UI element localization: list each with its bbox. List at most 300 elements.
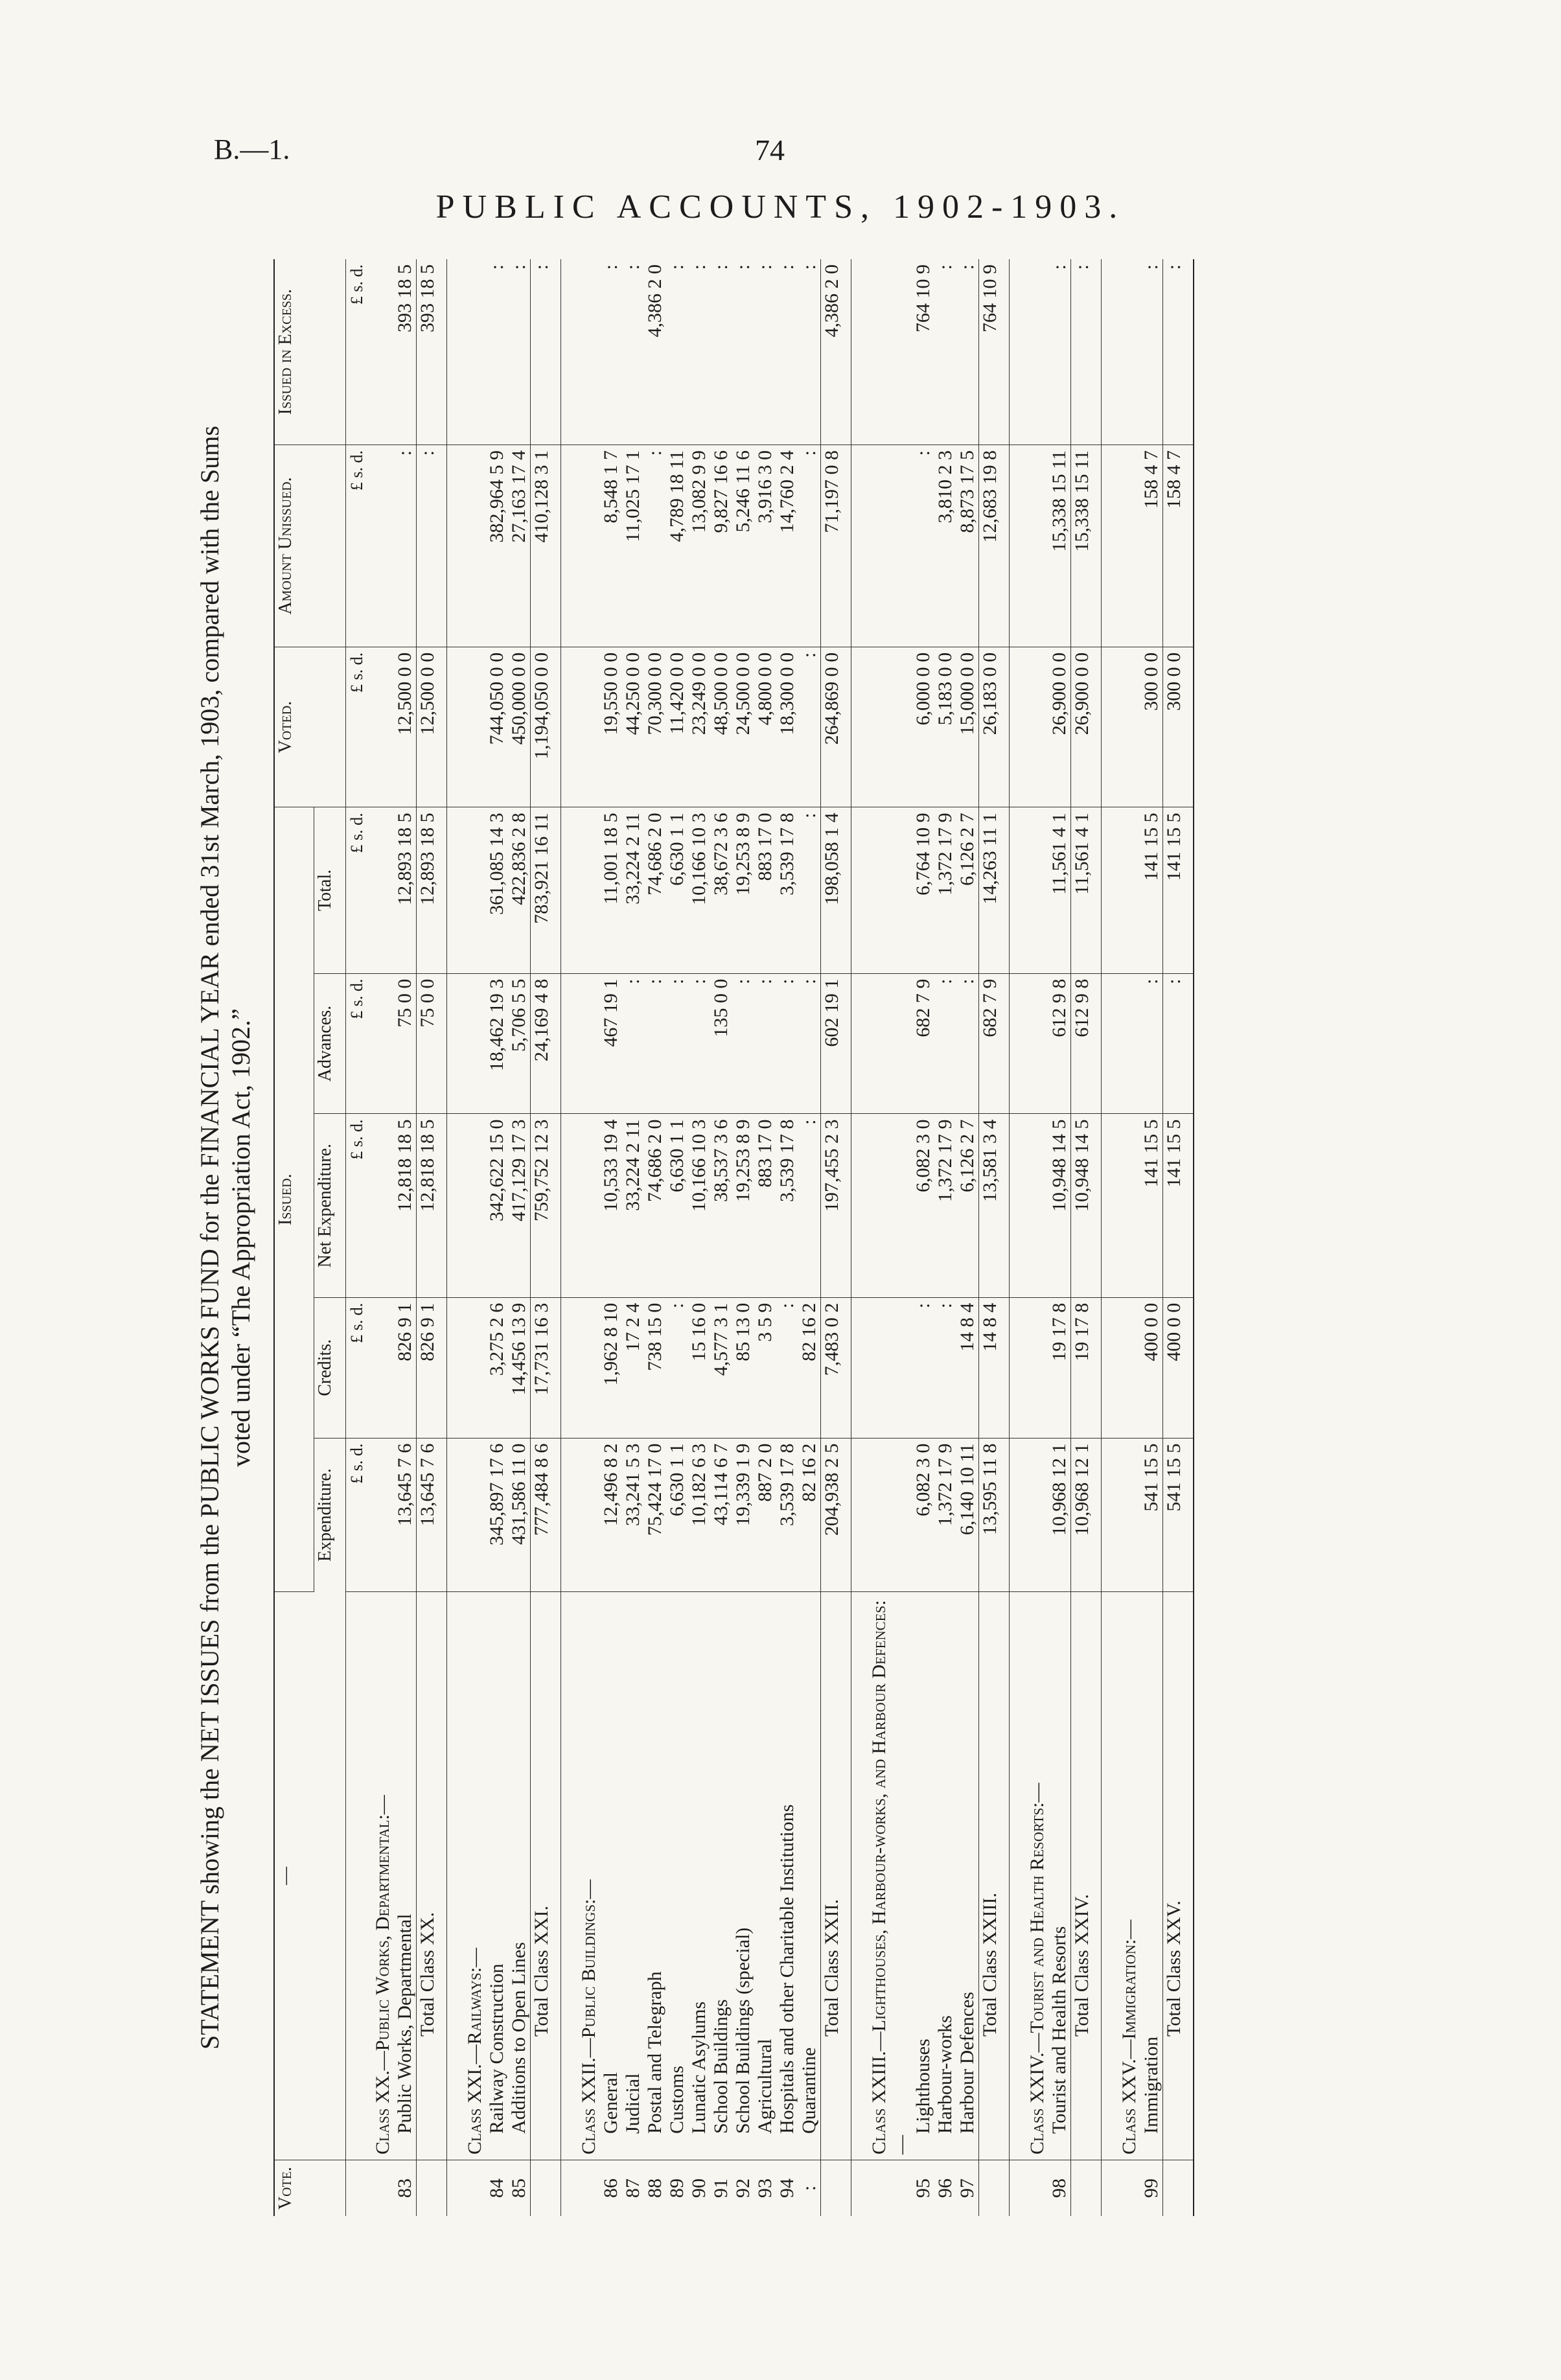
total-label: Total Class XXI. [531,1592,561,2160]
vote-row [622,259,644,2216]
unissued-cell: 15,338 15 11 [1048,445,1071,647]
vote-row [1140,259,1163,2216]
unit-label: £ s. d. [346,647,373,807]
vote-number: 85 [508,2178,529,2198]
excess-cell: : [508,259,531,445]
advances-cell: : [776,973,798,1114]
unissued-cell: 3,810 2 3 [934,445,956,647]
voted-cell: 1,194,050 0 0 [531,647,561,807]
voted-cell: 744,050 0 0 [486,647,508,807]
unissued-cell: : [912,445,934,647]
credits-cell: 14 8 4 [956,1297,979,1438]
page-title: PUBLIC ACCOUNTS, 1902-1903. [435,189,1126,225]
voted-cell: 48,500 0 0 [710,647,732,807]
unit-label: £ s. d. [346,445,373,647]
unissued-cell: 5,246 11 6 [732,445,754,647]
unit-label: £ s. d. [346,973,373,1114]
credits-cell: 826 9 1 [394,1297,417,1438]
vote-row [776,259,798,2216]
expenditure-cell: 19,339 1 9 [732,1438,754,1591]
advances-cell: 5,706 5 5 [508,973,531,1114]
expenditure-cell: 13,595 11 8 [979,1438,1010,1591]
credits-cell: 19 17 8 [1048,1297,1071,1438]
page-identifier: B.—1. [214,133,290,165]
net-expenditure-cell: 197,455 2 3 [821,1114,851,1297]
vote-number: 99 [1140,2178,1162,2198]
total-cell: 33,224 2 11 [622,807,644,973]
vote-row [486,259,508,2216]
spacer-row [1010,259,1027,2216]
net-expenditure-cell: 38,537 3 6 [710,1114,732,1297]
total-cell: 141 15 5 [1140,807,1163,973]
vote-number: 89 [666,2178,688,2198]
total-cell: 1,372 17 9 [934,807,956,973]
expenditure-cell: 6,082 3 0 [912,1438,934,1591]
excess-cell: 764 10 9 [912,259,934,445]
credits-cell: : [912,1297,934,1438]
total-cell: 12,893 18 5 [394,807,417,973]
col-credits: Credits. [314,1297,346,1438]
total-cell: 3,539 17 8 [776,807,798,973]
item-description: School Buildings [710,1592,732,2160]
vote-number [1071,2160,1102,2217]
excess-cell: : [531,259,561,445]
unissued-cell: 382,964 5 9 [486,445,508,647]
unit-label: £ s. d. [346,1438,373,1591]
advances-cell: 24,169 4 8 [531,973,561,1114]
voted-cell: 264,869 0 0 [821,647,851,807]
voted-cell: 26,900 0 0 [1048,647,1071,807]
vote-number [1163,2160,1194,2217]
total-label: Total Class XX. [417,1592,447,2160]
total-label: Total Class XXIII. [979,1592,1010,2160]
advances-cell: 135 0 0 [710,973,732,1114]
credits-cell: 17,731 16 3 [531,1297,561,1438]
unit-label: £ s. d. [346,259,373,445]
expenditure-cell: 33,241 5 3 [622,1438,644,1591]
col-voted: Voted. [274,647,346,807]
net-expenditure-cell: 12,818 18 5 [394,1114,417,1297]
net-expenditure-cell: 10,948 14 5 [1048,1114,1071,1297]
item-description: Immigration [1140,1592,1163,2160]
voted-cell: 44,250 0 0 [622,647,644,807]
total-cell: 783,921 16 11 [531,807,561,973]
net-expenditure-cell: 141 15 5 [1163,1114,1194,1297]
credits-cell: 400 0 0 [1163,1297,1194,1438]
expenditure-cell: 777,484 8 6 [531,1438,561,1591]
class-heading-row [464,259,486,2216]
vote-row [710,259,732,2216]
credits-cell: 3,275 2 6 [486,1297,508,1438]
vote-number: 87 [622,2178,643,2198]
credits-cell: 17 2 4 [622,1297,644,1438]
net-expenditure-cell: 3,539 17 8 [776,1114,798,1297]
item-description: General [600,1592,622,2160]
vote-row [934,259,956,2216]
total-cell: 11,001 18 5 [600,807,622,973]
item-description: Harbour-works [934,1592,956,2160]
credits-cell: 19 17 8 [1071,1297,1102,1438]
net-expenditure-cell: 10,948 14 5 [1071,1114,1102,1297]
credits-cell: 826 9 1 [417,1297,447,1438]
item-description: Quarantine [798,1592,821,2160]
class-total-row [417,259,447,2216]
net-expenditure-cell: 6,630 1 1 [666,1114,688,1297]
credits-cell: 738 15 0 [644,1297,666,1438]
voted-cell: 26,183 0 0 [979,647,1010,807]
voted-cell: 300 0 0 [1140,647,1163,807]
advances-cell: 467 19 1 [600,973,622,1114]
excess-cell: : [1163,259,1194,445]
total-cell: 198,058 1 4 [821,807,851,973]
net-expenditure-cell: 6,126 2 7 [956,1114,979,1297]
total-label: Total Class XXII. [821,1592,851,2160]
voted-cell: 12,500 0 0 [417,647,447,807]
statement-body [346,259,1194,2216]
vote-row [754,259,776,2216]
voted-cell: 23,249 0 0 [688,647,710,807]
col-unissued: Amount Unissued. [274,445,346,647]
total-label: Total Class XXIV. [1071,1592,1102,2160]
col-expenditure: Expenditure. [314,1438,346,1591]
total-cell: 19,253 8 9 [732,807,754,973]
vote-row [666,259,688,2216]
credits-cell: 7,483 0 2 [821,1297,851,1438]
voted-cell: : [798,647,821,807]
expenditure-cell: 541 15 5 [1163,1438,1194,1591]
net-expenditure-cell: 417,129 17 3 [508,1114,531,1297]
advances-cell: : [934,973,956,1114]
unissued-cell: 13,082 9 9 [688,445,710,647]
advances-cell: : [666,973,688,1114]
voted-cell: 450,000 0 0 [508,647,531,807]
net-expenditure-cell: 33,224 2 11 [622,1114,644,1297]
item-description: Postal and Telegraph [644,1592,666,2160]
total-cell: 14,263 11 1 [979,807,1010,973]
col-group-issued: Issued. [274,807,314,1592]
unissued-cell: 158 4 7 [1140,445,1163,647]
class-total-row [979,259,1010,2216]
net-expenditure-cell: 10,166 10 3 [688,1114,710,1297]
excess-cell: : [710,259,732,445]
vote-number [979,2160,1010,2217]
col-description: — [274,1592,346,2160]
class-heading: Class XXIII.—Lighthouses, Harbour-works, and Harbour Defences:— [868,1592,912,2160]
vote-row [688,259,710,2216]
net-expenditure-cell: 74,686 2 0 [644,1114,666,1297]
class-total-row [1163,259,1194,2216]
col-advances: Advances. [314,973,346,1114]
total-cell: 422,836 2 8 [508,807,531,973]
expenditure-cell: 431,586 11 0 [508,1438,531,1591]
expenditure-cell: 887 2 0 [754,1438,776,1591]
class-heading-row [1118,259,1140,2216]
unit-label: £ s. d. [346,807,373,973]
expenditure-cell: 10,182 6 3 [688,1438,710,1591]
col-excess: Issued in Excess. [274,259,346,445]
excess-cell: : [688,259,710,445]
vote-number: 92 [732,2178,754,2198]
advances-cell: : [732,973,754,1114]
item-description: Agricultural [754,1592,776,2160]
unissued-cell: : [644,445,666,647]
voted-cell: 70,300 0 0 [644,647,666,807]
advances-cell: : [622,973,644,1114]
vote-number: 93 [754,2178,776,2198]
advances-cell: 602 19 1 [821,973,851,1114]
expenditure-cell: 6,630 1 1 [666,1438,688,1591]
vote-row [508,259,531,2216]
excess-cell: : [956,259,979,445]
class-heading-row [578,259,600,2216]
advances-cell: : [1140,973,1163,1114]
vote-number: 95 [912,2178,934,2198]
excess-cell: : [934,259,956,445]
class-heading: Class XXV.—Immigration:— [1118,1592,1140,2160]
total-cell: 10,166 10 3 [688,807,710,973]
advances-cell: : [1163,973,1194,1114]
unissued-cell: 71,197 0 8 [821,445,851,647]
voted-cell: 300 0 0 [1163,647,1194,807]
vote-row [956,259,979,2216]
unissued-cell: : [798,445,821,647]
total-cell: 141 15 5 [1163,807,1194,973]
unissued-cell: : [394,445,417,647]
expenditure-cell: 43,114 6 7 [710,1438,732,1591]
advances-cell: : [798,973,821,1114]
excess-cell: : [1048,259,1071,445]
vote-number [531,2160,561,2217]
total-cell: 883 17 0 [754,807,776,973]
class-total-row [821,259,851,2216]
units-row [346,259,373,2216]
net-expenditure-cell: 1,372 17 9 [934,1114,956,1297]
item-description: Hospitals and other Charitable Institutions [776,1592,798,2160]
spacer-row [561,259,579,2216]
vote-number [821,2160,851,2217]
credits-cell: 14,456 13 9 [508,1297,531,1438]
item-description: Customs [666,1592,688,2160]
net-expenditure-cell: 6,082 3 0 [912,1114,934,1297]
class-heading-row [372,259,394,2216]
vote-number: : [798,2185,820,2191]
excess-cell: : [754,259,776,445]
voted-cell: 26,900 0 0 [1071,647,1102,807]
item-description: Judicial [622,1592,644,2160]
col-net-expenditure: Net Expenditure. [314,1114,346,1297]
credits-cell: 3 5 9 [754,1297,776,1438]
advances-cell: 75 0 0 [394,973,417,1114]
class-total-row [1071,259,1102,2216]
col-total: Total. [314,807,346,973]
voted-cell: 4,800 0 0 [754,647,776,807]
item-description: Harbour Defences [956,1592,979,2160]
item-description: School Buildings (special) [732,1592,754,2160]
credits-cell: 14 8 4 [979,1297,1010,1438]
excess-cell: : [486,259,508,445]
vote-row [912,259,934,2216]
excess-cell: : [1071,259,1102,445]
vote-row [394,259,417,2216]
net-expenditure-cell: 883 17 0 [754,1114,776,1297]
credits-cell: 85 13 0 [732,1297,754,1438]
total-cell: 11,561 4 1 [1048,807,1071,973]
voted-cell: 18,300 0 0 [776,647,798,807]
unissued-cell: 3,916 3 0 [754,445,776,647]
statement-caption [194,259,257,2216]
expenditure-cell: 13,645 7 6 [394,1438,417,1591]
spacer-row [1102,259,1119,2216]
expenditure-cell: 6,140 10 11 [956,1438,979,1591]
credits-cell: 400 0 0 [1140,1297,1163,1438]
voted-cell: 15,000 0 0 [956,647,979,807]
class-total-row [531,259,561,2216]
vote-row [798,259,821,2216]
unit-label: £ s. d. [346,1297,373,1438]
advances-cell: 682 7 9 [979,973,1010,1114]
total-cell: 74,686 2 0 [644,807,666,973]
expenditure-cell: 75,424 17 0 [644,1438,666,1591]
statement-table [273,259,1194,2216]
page-number: 74 [755,133,785,167]
item-description: Lunatic Asylums [688,1592,710,2160]
total-cell: 6,764 10 9 [912,807,934,973]
vote-number: 88 [644,2178,665,2198]
total-cell: 6,126 2 7 [956,807,979,973]
class-heading-row [1026,259,1048,2216]
total-cell: 361,085 14 3 [486,807,508,973]
vote-number: 97 [956,2178,978,2198]
credits-cell: 82 16 2 [798,1297,821,1438]
vote-number: 90 [688,2178,710,2198]
total-cell: 6,630 1 1 [666,807,688,973]
class-heading: Class XX.—Public Works, Departmental:— [372,1592,394,2160]
net-expenditure-cell: 13,581 3 4 [979,1114,1010,1297]
expenditure-cell: 12,496 8 2 [600,1438,622,1591]
excess-cell: : [622,259,644,445]
excess-cell: : [776,259,798,445]
class-heading: Class XXI.—Railways:— [464,1592,486,2160]
col-vote: Vote. [274,2160,346,2217]
vote-number: 94 [776,2178,798,2198]
excess-cell: 4,386 2 0 [821,259,851,445]
total-label: Total Class XXV. [1163,1592,1194,2160]
excess-cell: 4,386 2 0 [644,259,666,445]
credits-cell: 4,577 3 1 [710,1297,732,1438]
total-cell: 11,561 4 1 [1071,807,1102,973]
vote-number: 83 [394,2178,415,2198]
item-description: Additions to Open Lines [508,1592,531,2160]
spacer-row [851,259,869,2216]
voted-cell: 5,183 0 0 [934,647,956,807]
excess-cell: : [798,259,821,445]
voted-cell: 11,420 0 0 [666,647,688,807]
vote-number: 86 [600,2178,621,2198]
excess-cell: 764 10 9 [979,259,1010,445]
class-heading: Class XXIV.—Tourist and Health Resorts:— [1026,1592,1048,2160]
unit-label: £ s. d. [346,1114,373,1297]
unissued-cell: 12,683 19 8 [979,445,1010,647]
item-description: Tourist and Health Resorts [1048,1592,1071,2160]
unissued-cell: : [417,445,447,647]
advances-cell: : [688,973,710,1114]
total-cell: 38,672 3 6 [710,807,732,973]
expenditure-cell: 204,938 2 5 [821,1438,851,1591]
excess-cell: : [1140,259,1163,445]
excess-cell: : [600,259,622,445]
unissued-cell: 410,128 3 1 [531,445,561,647]
vote-row [732,259,754,2216]
advances-cell: 682 7 9 [912,973,934,1114]
excess-cell: 393 18 5 [394,259,417,445]
voted-cell: 6,000 0 0 [912,647,934,807]
rotated-statement [194,259,1341,2216]
unissued-cell: 9,827 16 6 [710,445,732,647]
class-heading: Class XXII.—Public Buildings:— [578,1592,600,2160]
net-expenditure-cell: 141 15 5 [1140,1114,1163,1297]
advances-cell: : [754,973,776,1114]
total-cell: 12,893 18 5 [417,807,447,973]
item-description: Public Works, Departmental [394,1592,417,2160]
vote-number: 96 [934,2178,956,2198]
caption-line-1: STATEMENT showing the NET ISSUES from the PUBLIC WORKS FUND for the FINANCIAL YEAR ended 31st March, 1903, compared with the Sums [195,426,224,2050]
credits-cell: 15 16 0 [688,1297,710,1438]
net-expenditure-cell: 12,818 18 5 [417,1114,447,1297]
excess-cell: : [666,259,688,445]
unissued-cell: 15,338 15 11 [1071,445,1102,647]
net-expenditure-cell: 10,533 19 4 [600,1114,622,1297]
expenditure-cell: 3,539 17 8 [776,1438,798,1591]
expenditure-cell: 82 16 2 [798,1438,821,1591]
expenditure-cell: 10,968 12 1 [1048,1438,1071,1591]
vote-row [1048,259,1071,2216]
advances-cell: 75 0 0 [417,973,447,1114]
advances-cell: : [956,973,979,1114]
voted-cell: 12,500 0 0 [394,647,417,807]
expenditure-cell: 541 15 5 [1140,1438,1163,1591]
unissued-cell: 27,163 17 4 [508,445,531,647]
voted-cell: 24,500 0 0 [732,647,754,807]
spacer-row [447,259,465,2216]
total-cell: : [798,807,821,973]
advances-cell: : [644,973,666,1114]
vote-number [417,2160,447,2217]
unissued-cell: 158 4 7 [1163,445,1194,647]
advances-cell: 612 9 8 [1048,973,1071,1114]
caption-line-2: voted under “The Appropriation Act, 1902.” [226,1008,255,1467]
credits-cell: : [934,1297,956,1438]
expenditure-cell: 10,968 12 1 [1071,1438,1102,1591]
voted-cell: 19,550 0 0 [600,647,622,807]
credits-cell: : [776,1297,798,1438]
net-expenditure-cell: 19,253 8 9 [732,1114,754,1297]
excess-cell: : [732,259,754,445]
expenditure-cell: 1,372 17 9 [934,1438,956,1591]
advances-cell: 612 9 8 [1071,973,1102,1114]
unissued-cell: 11,025 17 1 [622,445,644,647]
item-description: Lighthouses [912,1592,934,2160]
unissued-cell: 8,548 1 7 [600,445,622,647]
vote-number: 98 [1048,2178,1070,2198]
excess-cell: 393 18 5 [417,259,447,445]
expenditure-cell: 345,897 17 6 [486,1438,508,1591]
vote-number: 84 [486,2178,507,2198]
item-description: Railway Construction [486,1592,508,2160]
advances-cell: 18,462 19 3 [486,973,508,1114]
vote-row [600,259,622,2216]
class-heading-row [868,259,912,2216]
unissued-cell: 8,873 17 5 [956,445,979,647]
